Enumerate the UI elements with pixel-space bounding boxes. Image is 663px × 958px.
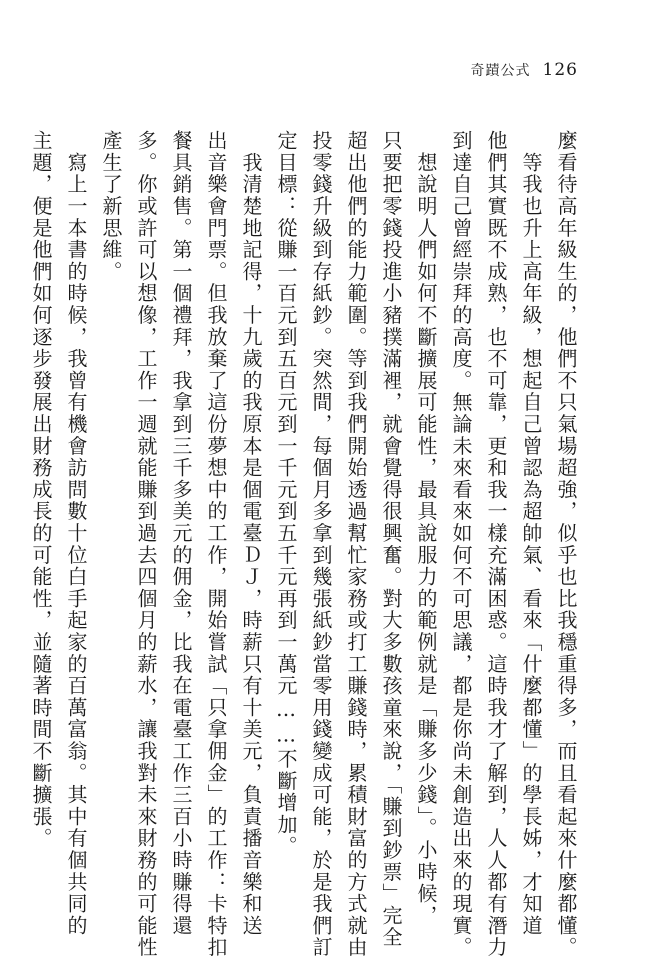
page-number: 126: [542, 60, 578, 80]
text-column-7: 超出他們的能力範圍。等到我們開始透過幫忙家務或打工賺錢時，累積財富的方式就由: [344, 130, 368, 958]
text-column-6: 只要把零錢投進小豬撲滿裡，就會覺得很興奮。對大多數孩童來說，「賺到鈔票」完全: [379, 130, 403, 949]
running-header: [471, 60, 578, 80]
text-column-14: 產生了新思維。: [99, 130, 123, 283]
text-column-15: 寫上一本書的時候，我曾有機會訪問數十位白手起家的百萬富翁。其中有個共同的: [64, 130, 88, 937]
text-column-12: 餐具銷售。第一個禮拜，我拿到三千多美元的佣金，比我在電臺工作三百小時賺得還: [169, 130, 193, 937]
text-column-3: 他們其實既不成熟，也不可靠，更和我一樣充滿困惑。這時我才了解到，人人都有潛力: [484, 130, 508, 958]
text-column-10: 我清楚地記得，十九歲的我原本是個電臺ＤＪ，時薪只有十美元，負責播音樂和送: [239, 130, 263, 937]
text-column-2: 等我也升上高年級，想起自己曾認為超帥氣、看來「什麼都懂」的學長姊，才知道: [519, 130, 543, 937]
text-column-5: 想說明人們如何不斷擴展可能性，最具說服力的範例就是「賺多少錢」。小時候，: [414, 130, 438, 927]
text-column-16: 主題，便是他們如何逐步發展出財務成長的可能性，並隨著時間不斷擴張。: [29, 130, 53, 850]
text-column-1: 麼看待高年級生的，他們不只氣場超強，似乎也比我穩重得多，而且看起來什麼都懂。: [554, 130, 578, 958]
text-column-13: 多。你或許可以想像，工作一週就能賺到過去四個月的薪水，讓我對未來財務的可能性: [134, 130, 158, 958]
vertical-text-body: [23, 130, 583, 958]
text-column-11: 出音樂會門票。但我放棄了這份夢想中的工作，開始嘗試「只拿佣金」的工作：卡特扣: [204, 130, 228, 958]
book-title: 奇蹟公式: [470, 63, 531, 79]
text-column-8: 投零錢升級到存紙鈔。突然間，每個月多拿到幾張紙鈔當零用錢變成可能，於是我們訂: [309, 130, 333, 958]
text-column-4: 到達自己曾經崇拜的高度。無論未來看來如何不可思議，都是你尚未創造出來的現實。: [449, 130, 473, 958]
text-column-9: 定目標：從賺一百元到五百元到一千元到五千元再到一萬元……不斷增加。: [274, 130, 298, 858]
